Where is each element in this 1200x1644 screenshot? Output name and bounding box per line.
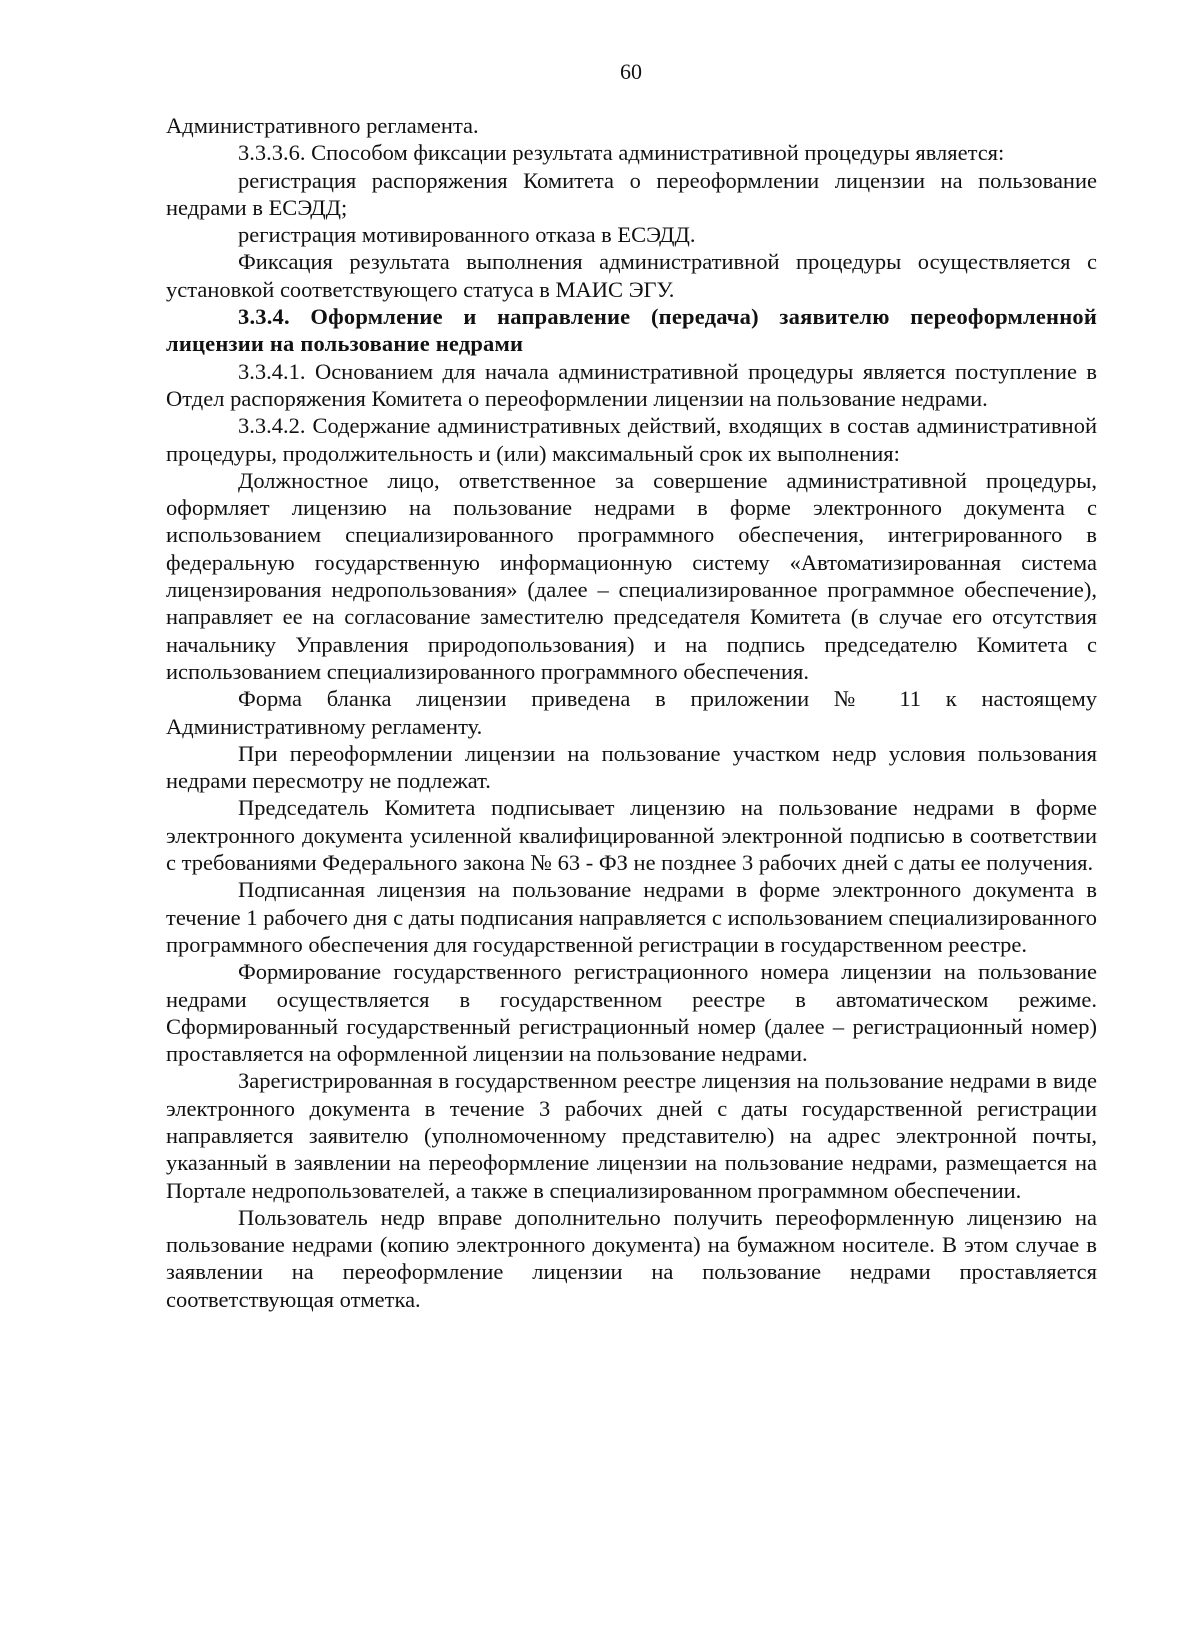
paragraph-conditions-unchanged: При переоформлении лицензии на пользование участком недр условия пользования недрами пересмотру не подлежат. [166, 740, 1097, 794]
paragraph-paper-copy: Пользователь недр вправе дополнительно получить переоформленную лицензию на пользование недрами (копию электронного документа) на бумажном носителе. В этом случае в заявлении на переоформление лицензии на пользование недрами проставляется соответствующая отметка. [166, 1204, 1097, 1312]
paragraph-official-processing: Должностное лицо, ответственное за совершение административной процедуры, оформляет лицензию на пользование недрами в форме электронного документа с использованием специализированного программного обеспечения, интегрированного в федеральную государственную информационную систему «Автоматизированная система лицензирования недропользования» (далее – специализированное программное обеспечение), направляет ее на согласование заместителю председателя Комитета (в случае его отсутствия начальнику Управления природопользования) и на подпись председателю Комитета с использованием специализированного программного обеспечения. [166, 467, 1097, 684]
paragraph-regulation-end: Административного регламента. [166, 113, 479, 138]
paragraph-3-3-4-2: 3.3.4.2. Содержание административных действий, входящих в состав административной процедуры, продолжительность и (или) максимальный срок их выполнения: [166, 413, 1097, 466]
paragraph-registration-order: регистрация распоряжения Комитета о переоформлении лицензии на пользование недрами в ЕСЭДД; [166, 167, 1097, 220]
document-body [166, 112, 1097, 1313]
paragraph-registration-number: Формирование государственного регистрационного номера лицензии на пользование недрами осуществляется в государственном реестре в автоматическом режиме. Сформированный государственный регистрационный номер (далее – регистрационный номер) проставляется на оформленной лицензии на пользование недрами. [166, 959, 1097, 1067]
paragraph-signed-license: Подписанная лицензия на пользование недрами в форме электронного документа в течение 1 рабочего дня с даты подписания направляется с использованием специализированного программного обеспечения для государственной регистрации в государственном реестре. [166, 877, 1097, 957]
paragraph-license-form: Форма бланка лицензии приведена в приложении № 11 к настоящему Административному регламенту. [166, 686, 1097, 739]
paragraph-3-3-4-1: 3.3.4.1. Основанием для начала административной процедуры является поступление в Отдел распоряжения Комитета о переоформлении лицензии на пользование недрами. [166, 358, 1097, 411]
paragraph-result-fixation: Фиксация результата выполнения административной процедуры осуществляется с установкой соответствующего статуса в МАИС ЭГУ. [166, 249, 1097, 302]
page-number: 60 [620, 59, 642, 84]
paragraph-chairman-signs: Председатель Комитета подписывает лицензию на пользование недрами в форме электронного документа усиленной квалифицированной электронной подписью в соответствии с требованиями Федерального закона № 63 - ФЗ не позднее 3 рабочих дней с даты ее получения. [166, 795, 1097, 876]
paragraph-3-3-3-6: 3.3.3.6. Способом фиксации результата административной процедуры является: [238, 140, 1005, 166]
paragraph-registered-license: Зарегистрированная в государственном реестре лицензия на пользование недрами в виде электронного документа в течение 3 рабочих дней с даты государственной регистрации направляется заявителю (уполномоченному представителю) на адрес электронной почты, указанный в заявлении на переоформление лицензии на пользование недрами, размещается на Портале недропользователей, а также в специализированном программном обеспечении. [166, 1068, 1097, 1203]
section-heading-3-3-4: 3.3.4. Оформление и направление (передача) заявителю переоформленной лицензии на пользование недрами [166, 304, 1097, 357]
paragraph-registration-refusal: регистрация мотивированного отказа в ЕСЭДД. [238, 222, 696, 248]
